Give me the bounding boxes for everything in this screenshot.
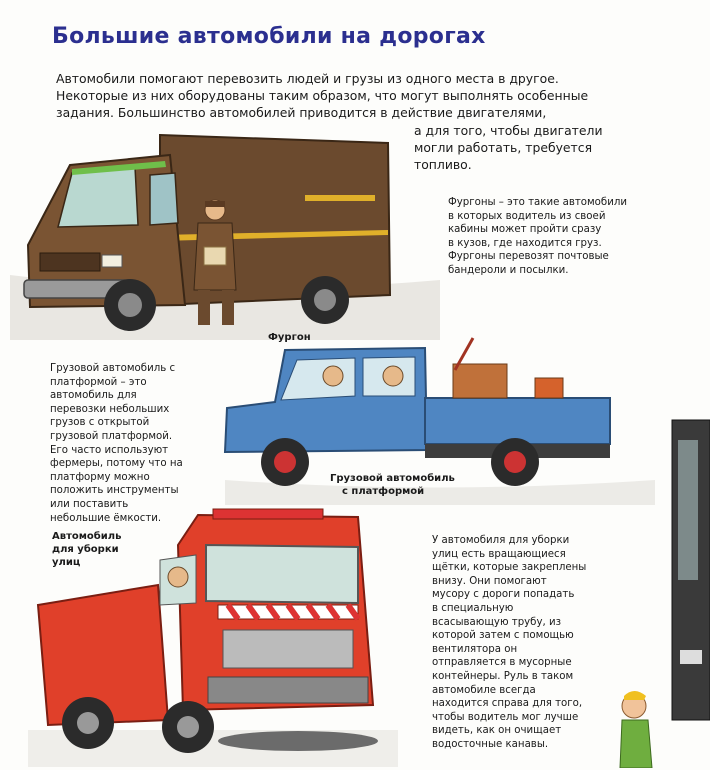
- van-grille: [40, 253, 100, 271]
- caption-line: чтобы водитель мог лучше: [432, 711, 579, 723]
- caption-line: Грузовой автомобиль с: [50, 363, 176, 374]
- caption-line: улиц есть вращающиеся: [432, 548, 566, 560]
- van-headlight: [102, 255, 122, 267]
- sweeper-caption: [432, 534, 612, 752]
- flatbed-label-line: с платформой: [342, 486, 425, 497]
- van-label: Фургон: [268, 332, 311, 343]
- caption-line: платформой – это: [50, 376, 147, 388]
- van-side-window: [150, 173, 178, 225]
- intro-line: могли работать, требуется: [414, 140, 593, 155]
- caption-line: бандероли и посылки.: [448, 264, 569, 276]
- flatbed-label-line: Грузовой автомобиль: [330, 473, 455, 484]
- caption-line: фермеры, потому что на: [50, 458, 183, 470]
- sweeper-brush: [218, 731, 378, 751]
- flatbed-platform: [425, 398, 610, 444]
- caption-line: У автомобиля для уборки: [432, 535, 570, 546]
- van-illustration: [10, 125, 440, 340]
- caption-line: автомобиль для: [50, 390, 137, 402]
- van-caption: [448, 196, 648, 278]
- caption-line: грузовой платформой.: [50, 430, 173, 442]
- sweeper-bumper: [208, 677, 368, 703]
- sweeper-windshield: [206, 545, 358, 603]
- caption-line: которой затем с помощью: [432, 630, 574, 642]
- caption-line: в которых водитель из своей: [448, 210, 606, 222]
- caption-line: мусору с дороги попадать: [432, 589, 575, 601]
- flatbed-crate: [453, 364, 507, 398]
- page-title: Большие автомобили на дорогах: [52, 24, 486, 49]
- flatbed-driver: [323, 366, 343, 386]
- caption-line: в специальную: [432, 602, 514, 614]
- sweeper-label: [52, 530, 121, 569]
- sweeper-driver: [168, 567, 188, 587]
- caption-line: или поставить: [50, 498, 129, 510]
- intro-line: Некоторые из них оборудованы таким образом, что могут выполнять особенные: [56, 88, 589, 103]
- intro-line: Автомобили помогают перевозить людей и грузы из одного места в другое.: [56, 71, 559, 86]
- caption-line: небольшие ёмкости.: [50, 512, 162, 524]
- child-figure-illustration: [612, 688, 668, 768]
- edge-truck-illustration: [666, 400, 710, 730]
- intro-line: задания. Большинство автомобилей приводится в действие двигателями,: [56, 105, 547, 120]
- flatbed-label: [330, 472, 455, 498]
- caption-line: автомобиле всегда: [432, 684, 536, 696]
- intro-line: а для того, чтобы двигатели: [414, 123, 603, 138]
- caption-line: Его часто используют: [50, 444, 169, 456]
- caption-line: находится справа для того,: [432, 698, 583, 710]
- caption-line: всасывающую трубу, из: [432, 616, 562, 628]
- caption-line: в кузов, где находится груз.: [448, 237, 602, 249]
- sweeper-grille: [223, 630, 353, 668]
- caption-line: грузов с открытой: [50, 417, 150, 429]
- flatbed-caption: [50, 362, 220, 525]
- flatbed-passenger: [383, 366, 403, 386]
- caption-line: платформу можно: [50, 471, 150, 483]
- caption-line: перевозки небольших: [50, 403, 170, 415]
- caption-line: видеть, как он очищает: [432, 725, 562, 737]
- caption-line: щётки, которые закреплены: [432, 562, 587, 574]
- caption-line: Фургоны перевозят почтовые: [448, 251, 609, 263]
- caption-line: положить инструменты: [50, 485, 179, 497]
- caption-line: вентилятора он: [432, 643, 518, 655]
- caption-line: отправляется в мусорные: [432, 657, 572, 669]
- flatbed-box: [535, 378, 563, 398]
- sweeper-label-line: для уборки: [52, 544, 119, 555]
- intro-line: топливо.: [414, 157, 472, 172]
- caption-line: Фургоны – это такие автомобили: [448, 197, 627, 208]
- sweeper-label-line: улиц: [52, 557, 81, 568]
- caption-line: контейнеры. Руль в таком: [432, 670, 574, 682]
- sweeper-warning-stripes: [218, 605, 358, 619]
- caption-line: внизу. Они помогают: [432, 575, 547, 587]
- intro-paragraph: [56, 70, 656, 121]
- sweeper-beacon: [213, 509, 323, 519]
- caption-line: кабины может пройти сразу: [448, 224, 602, 236]
- sweeper-label-line: Автомобиль: [52, 531, 122, 542]
- van-stripe-upper: [305, 195, 375, 201]
- caption-line: водосточные канавы.: [432, 738, 549, 750]
- intro-paragraph-tail: [414, 122, 654, 173]
